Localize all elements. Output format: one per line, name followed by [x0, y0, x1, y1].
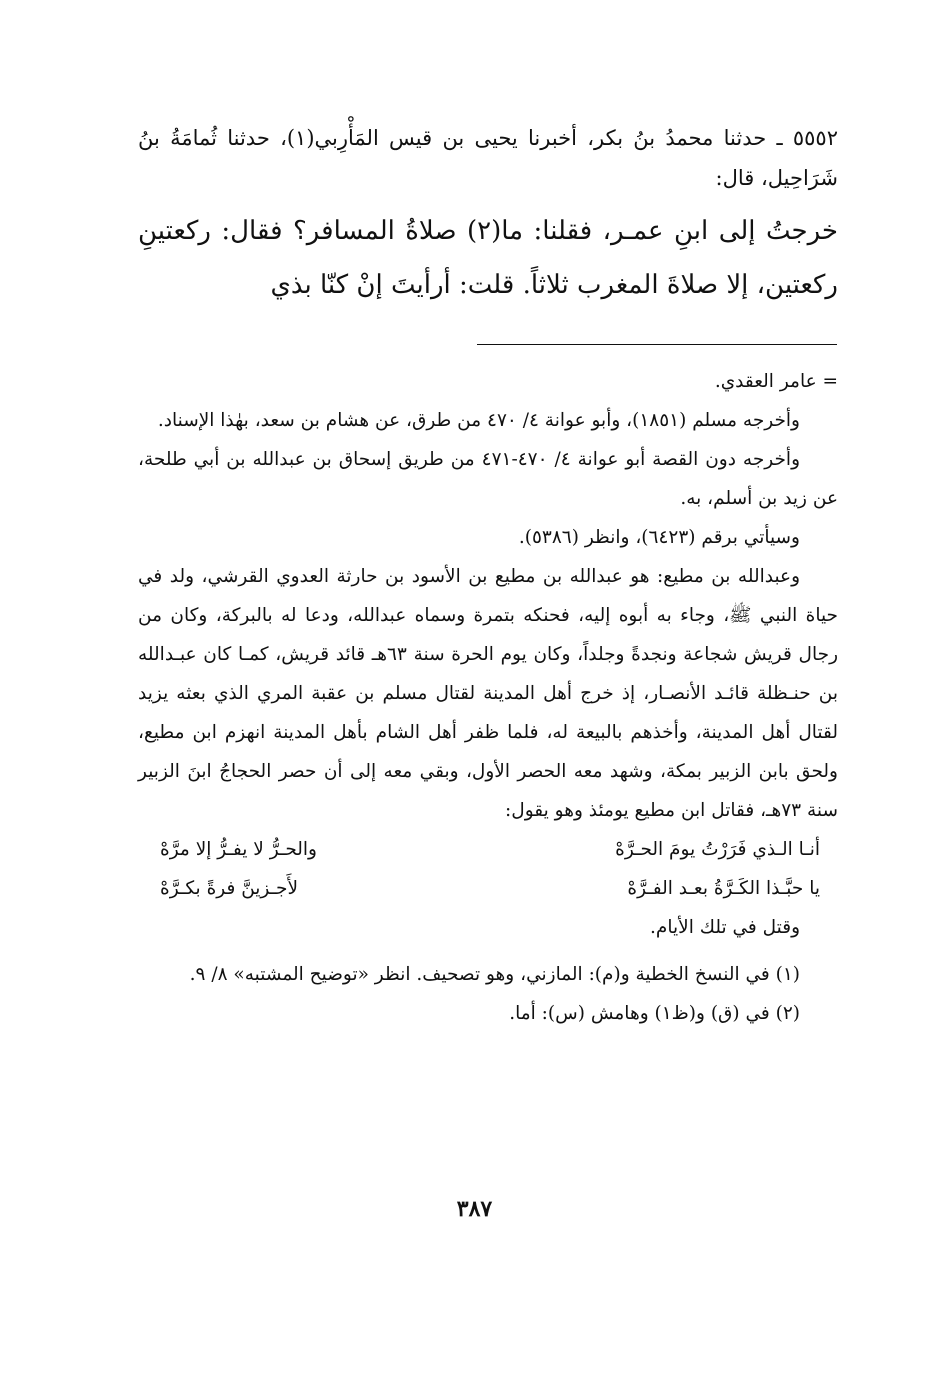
page-number: ٣٨٧ [456, 1196, 493, 1222]
commentary-paragraph: وأخرجه مسلم (١٨٥١)، وأبو عوانة ٤/ ٤٧٠ من طرق، عن هشام بن سعد، بهٰذا الإسناد. [157, 410, 800, 431]
verse-second-half: والحـرُّ لا يفـرُّ إلا مرَّهْ [160, 839, 317, 860]
commentary-section [138, 362, 838, 1033]
footnote-2: (٢) في (ق) و(ظ١) وهامش (س): أما. [509, 1003, 800, 1024]
verse-first-half: أنـا الـذي فَرَرْتُ يومَ الحـرَّهْ [615, 839, 820, 860]
commentary-paragraph: وقتل في تلك الأيام. [650, 917, 800, 938]
commentary-paragraph: وعبدالله بن مطيع: هو عبدالله بن مطيع بن الأسود بن حارثة العدوي القرشي، ولد في حياة النبي ﷺ، وجاء به أبوه إليه، فحنكه بتمرة وسماه عبدالله، ودعا له بالبركة، وكان من رجال قريش شجاعة ونجدةً وجلداً، وكان يوم الحرة سنة ٦٣هـ قائد قريش، كمـا كان عبـدالله بن حنـظلة قائـد الأنصـار، إذ خرج أهل المدينة لقتال مسلم بن عقبة المري الذي بعثه يزيد لقتال أهل المدينة، وأخذهم بالبيعة له، فلما ظفر أهل الشام بأهل المدينة انهزم ابن مطيع، ولحق بابن الزبير بمكة، وشهد معه الحصر الأول، وبقي معه إلى أن حصر الحجاجُ ابنَ الزبير سنة ٧٣هـ، فقاتل ابن مطيع يومئذ وهو يقول: [138, 566, 838, 821]
footnote-divider [477, 344, 837, 345]
hadith-text: خرجتُ إلى ابنِ عمـر، فقلنا: ما(٢) صلاةُ المسافر؟ فقال: ركعتينِ ركعتين، إلا صلاةَ المغرب ثلاثاً. قلت: أرأيتَ إنْ كنّا بذي [138, 216, 838, 300]
commentary-paragraph: وسيأتي برقم (٦٤٢٣)، وانظر (٥٣٨٦). [518, 527, 800, 548]
verse-first-half: يا حبَّـذا الكَـرَّةُ بعـد الفـرَّهْ [627, 878, 820, 899]
commentary-paragraph: وأخرجه دون القصة أبو عوانة ٤/ ٤٧٠-٤٧١ من طريق إسحاق بن عبدالله بن أبي طلحة، عن زيد بن أسلم، به. [138, 449, 838, 509]
verse-second-half: لأَجـزينَّ فرةً بكـرَّهْ [160, 878, 299, 899]
footnote-1: (١) في النسخ الخطية و(م): المازني، وهو تصحيف. انظر «توضيح المشتبه» ٨/ ٩. [189, 964, 800, 985]
commentary-continuation: = عامر العقدي. [714, 371, 838, 392]
main-text [138, 118, 838, 312]
poem-verse [160, 869, 820, 908]
hadith-chain: ٥٥٥٢ ـ حدثنا محمدُ بنُ بكر، أخبرنا يحيى بن قيس المَأْرِبي(١)، حدثنا ثُمامَةُ بنُ شَرَاحِيل، قال: [138, 126, 838, 190]
poem-verses [138, 830, 838, 908]
poem-verse [160, 830, 820, 869]
footnotes [138, 955, 838, 1033]
